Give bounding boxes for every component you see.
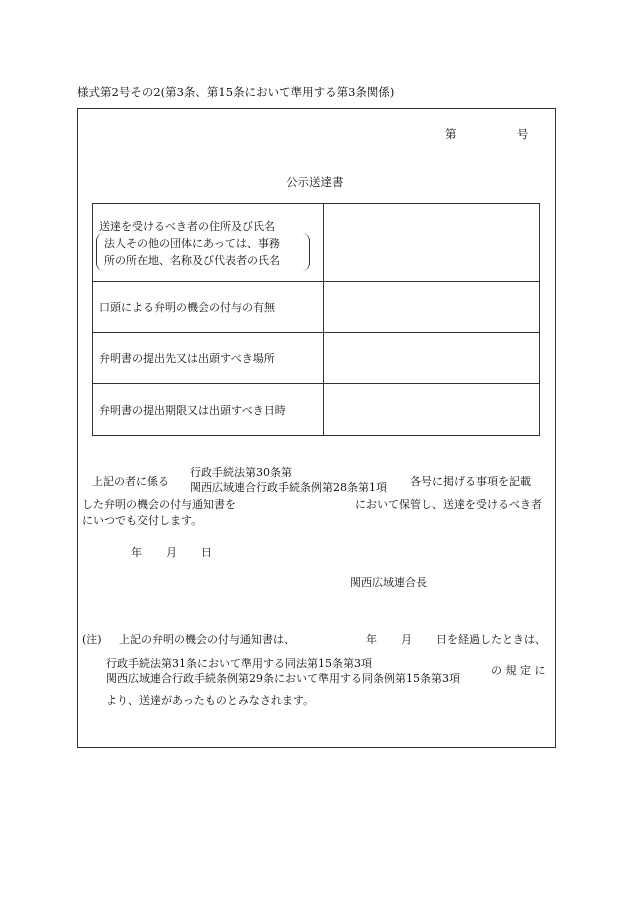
form-title: 様式第2号その2(第3条、第15条において準用する第3条関係) — [77, 85, 395, 99]
recipient-paren-line1: 法人その他の団体にあっては、事務 — [104, 237, 280, 250]
doc-number-dai: 第 — [445, 127, 457, 141]
date-month: 月 — [166, 546, 177, 559]
date-year: 年 — [131, 546, 142, 559]
note-law-a: 行政手続法第31条において準用する同法第15条第3項 — [106, 657, 372, 670]
recipient-line1: 送達を受けるべき者の住所及び氏名 — [99, 220, 275, 233]
label-deadline: 弁明書の提出期限又は出頭すべき日時 — [93, 384, 324, 436]
label-submission-place: 弁明書の提出先又は出頭すべき場所 — [93, 333, 324, 384]
value-recipient — [323, 204, 539, 282]
document-title: 公示送達書 — [286, 175, 344, 189]
body-lead: 上記の者に係る — [92, 475, 169, 488]
body-law-a: 行政手続法第30条第 — [190, 466, 292, 479]
note-label: (注) — [82, 633, 102, 646]
body-line2-b: において保管し、送達を受けるべき者 — [355, 498, 542, 511]
doc-number-go: 号 — [517, 127, 529, 141]
recipient-paren-line2: 所の所在地、名称及び代表者の氏名 — [104, 254, 280, 267]
value-oral-hearing — [323, 282, 539, 333]
note-month: 月 — [401, 633, 412, 646]
note-text1: 上記の弁明の機会の付与通知書は、 — [119, 633, 295, 646]
body-line3: にいつでも交付します。 — [82, 514, 203, 527]
value-deadline — [323, 384, 539, 436]
body-line2-a: した弁明の機会の付与通知書を — [82, 498, 236, 511]
note-text2: 日を経過したときは、 — [436, 633, 546, 646]
note-year: 年 — [366, 633, 377, 646]
note-tail: の 規 定 に — [491, 664, 546, 677]
label-oral-hearing: 口頭による弁明の機会の付与の有無 — [93, 282, 324, 333]
body-law-b: 関西広域連合行政手続条例第28条第1項 — [190, 481, 387, 494]
issuer: 関西広域連合長 — [350, 576, 427, 589]
body-tail1: 各号に掲げる事項を記載 — [410, 475, 531, 488]
note-last: より、送達があったものとみなされます。 — [106, 694, 315, 707]
value-submission-place — [323, 333, 539, 384]
date-day: 日 — [201, 546, 212, 559]
note-law-b: 関西広域連合行政手続条例第29条において準用する同条例第15条第3項 — [106, 672, 460, 685]
